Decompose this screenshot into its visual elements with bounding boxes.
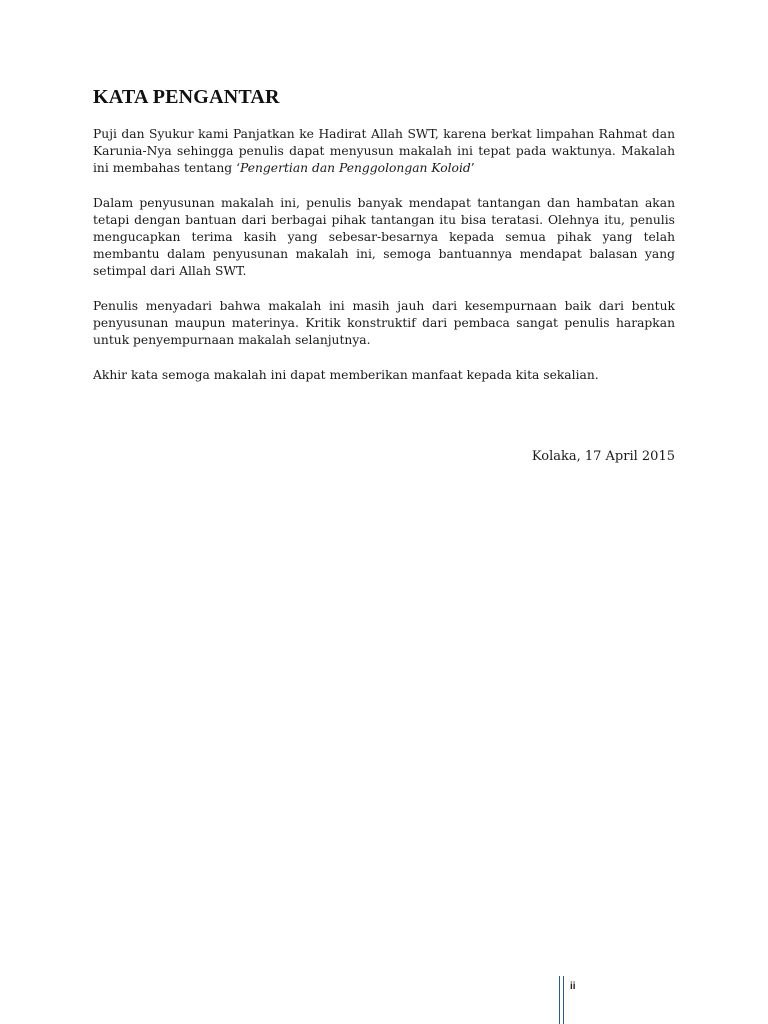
page-title: KATA PENGANTAR bbox=[93, 86, 280, 108]
page-number: ii bbox=[570, 981, 576, 992]
paragraph-1-closing-quote: ’ bbox=[470, 161, 475, 175]
paragraph-4: Akhir kata semoga makalah ini dapat memberikan manfaat kepada kita sekalian. bbox=[93, 368, 599, 382]
paragraph-1 bbox=[93, 126, 675, 177]
paragraph-3: Penulis menyadari bahwa makalah ini masih jauh dari kesempurnaan baik dari bentuk penyusunan maupun materinya. Kritik konstruktif dari pembaca sangat penulis harapkan untuk penyempurnaan makalah selanjutnya. bbox=[93, 299, 675, 347]
place-date-signature: Kolaka, 17 April 2015 bbox=[531, 449, 675, 464]
body-text bbox=[93, 126, 675, 402]
paragraph-1-text: Puji dan Syukur kami Panjatkan ke Hadirat Allah SWT, karena berkat limpahan Rahmat dan Karunia-Nya sehingga penulis dapat menyusun makalah ini tepat pada waktunya. Makalah ini membahas tentang ‘ bbox=[93, 127, 675, 175]
paragraph-2: Dalam penyusunan makalah ini, penulis banyak mendapat tantangan dan hambatan akan tetapi dengan bantuan dari berbagai pihak tantangan itu bisa teratasi. Olehnya itu, penulis mengucapkan terima kasih yang sebesar-besarnya kepada semua pihak yang telah membantu dalam penyusunan makalah ini, semoga bantuannya mendapat balasan yang setimpal dari Allah SWT. bbox=[93, 196, 675, 278]
footer-divider bbox=[559, 976, 564, 1024]
paragraph-1-italic-title: Pengertian dan Penggolongan Koloid bbox=[240, 161, 471, 175]
